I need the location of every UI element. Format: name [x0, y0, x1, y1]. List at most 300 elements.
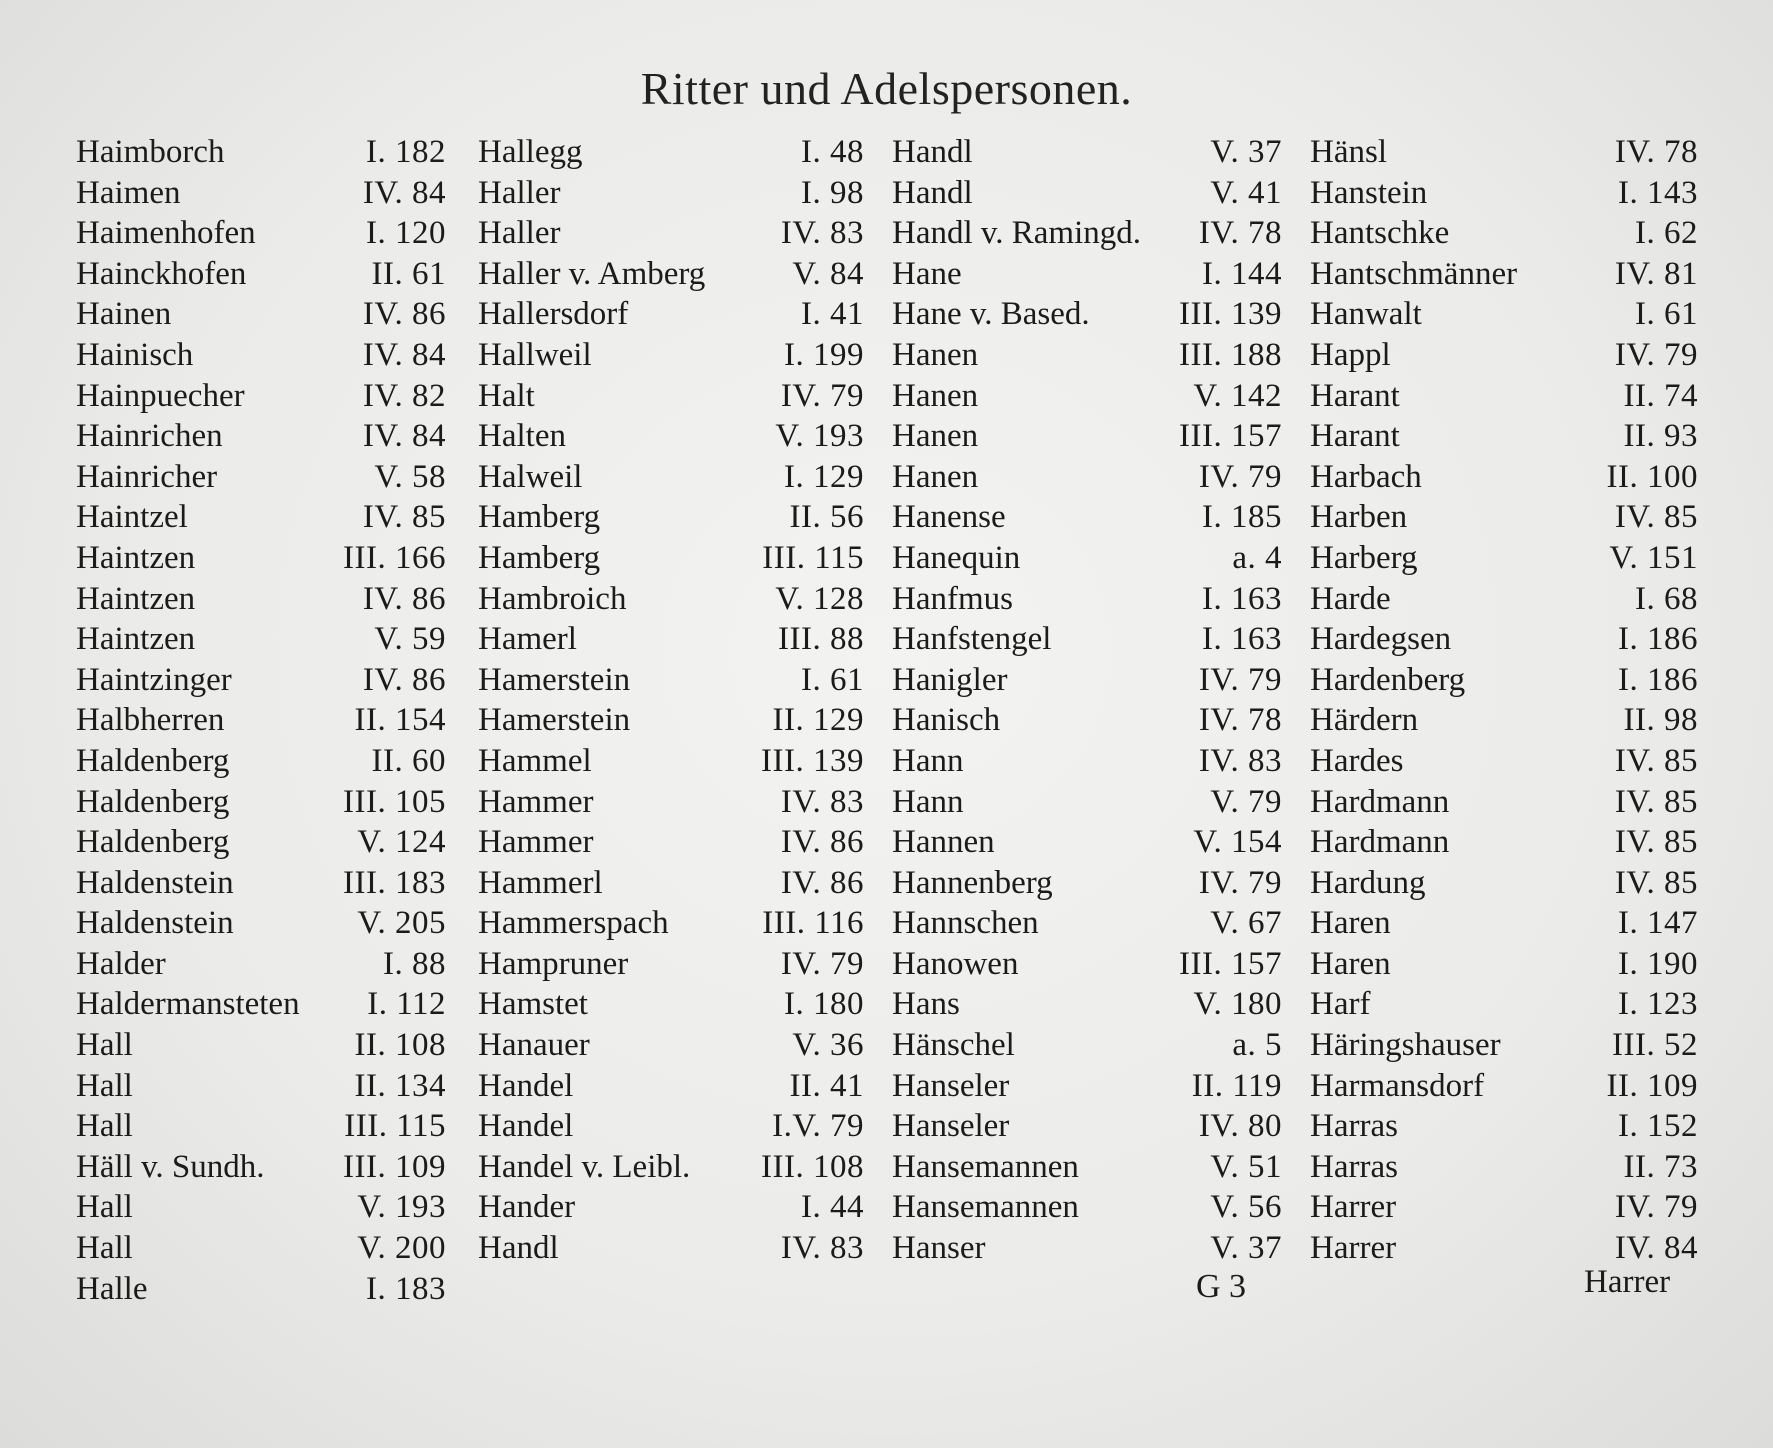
- entry-reference: V. 84: [792, 255, 864, 292]
- entry-name: Hane: [892, 255, 962, 292]
- index-entry: [478, 579, 864, 620]
- entry-reference: III. 183: [343, 864, 446, 901]
- entry-name: Haimenhofen: [76, 215, 256, 252]
- index-entry: [478, 1187, 864, 1228]
- entry-name: Hammer: [478, 824, 594, 861]
- entry-reference: V. 200: [357, 1230, 446, 1267]
- entry-name: Haintzen: [76, 539, 196, 576]
- entry-name: Hainen: [76, 296, 172, 333]
- entry-name: Hanwalt: [1310, 296, 1422, 333]
- index-entry: [76, 579, 446, 620]
- index-entry: [892, 782, 1282, 823]
- index-entry: [1310, 132, 1698, 173]
- entry-name: Hänschel: [892, 1027, 1015, 1064]
- entry-reference: I. 123: [1618, 986, 1698, 1023]
- index-entry: [478, 254, 864, 295]
- index-entry: [76, 457, 446, 498]
- entry-name: Halweil: [478, 458, 583, 495]
- index-entry: [892, 863, 1282, 904]
- entry-name: Hainpuecher: [76, 377, 245, 414]
- index-entry: [1310, 944, 1698, 985]
- entry-name: Häringshauser: [1310, 1027, 1501, 1064]
- entry-name: Hammerl: [478, 864, 603, 901]
- index-entry: [892, 173, 1282, 214]
- entry-name: Happl: [1310, 336, 1391, 373]
- index-entry: [1310, 416, 1698, 457]
- entry-name: Haintzen: [76, 621, 196, 658]
- index-entry: [1310, 579, 1698, 620]
- entry-reference: II. 134: [354, 1067, 446, 1104]
- entry-reference: IV. 84: [1614, 1230, 1698, 1267]
- entry-name: Haller v. Amberg: [478, 255, 706, 292]
- entry-reference: I. 61: [1635, 296, 1698, 333]
- entry-name: Handl: [892, 134, 973, 170]
- index-entry: [76, 416, 446, 457]
- entry-name: Hannschen: [892, 905, 1039, 942]
- index-column-2: [478, 132, 864, 1269]
- index-entry: [76, 538, 446, 579]
- index-entry: [76, 497, 446, 538]
- entry-name: Haldenberg: [76, 742, 230, 779]
- entry-name: Hanense: [892, 499, 1006, 536]
- index-entry: [892, 538, 1282, 579]
- entry-name: Harant: [1310, 418, 1400, 455]
- entry-reference: I. 186: [1618, 621, 1698, 658]
- index-entry: [478, 376, 864, 417]
- index-entry: [1310, 619, 1698, 660]
- entry-reference: III. 166: [343, 539, 446, 576]
- page-title: Ritter und Adelspersonen.: [640, 63, 1133, 114]
- entry-name: Haintzinger: [76, 661, 232, 698]
- entry-reference: I. 41: [801, 296, 864, 333]
- signature-mark: G 3: [1196, 1268, 1247, 1305]
- entry-name: Hanequin: [892, 539, 1021, 576]
- entry-name: Hambroich: [478, 580, 627, 617]
- index-entry: [1310, 1147, 1698, 1188]
- index-entry: [478, 538, 864, 579]
- entry-name: Harbach: [1310, 458, 1422, 495]
- index-entry: [478, 1025, 864, 1066]
- entry-name: Handl: [478, 1230, 559, 1267]
- index-entry: [478, 1106, 864, 1147]
- entry-name: Hänsl: [1310, 134, 1387, 170]
- index-entry: [478, 294, 864, 335]
- entry-name: Haldenstein: [76, 905, 234, 942]
- entry-reference: V. 58: [374, 458, 446, 495]
- index-entry: [892, 660, 1282, 701]
- entry-reference: III. 52: [1612, 1027, 1698, 1064]
- entry-reference: I. 163: [1202, 621, 1282, 658]
- entry-name: Hanen: [892, 336, 979, 373]
- index-entry: [1310, 822, 1698, 863]
- entry-name: Harberg: [1310, 539, 1418, 576]
- entry-reference: IV. 79: [1198, 458, 1282, 495]
- index-entry: [1310, 213, 1698, 254]
- entry-name: Hanser: [892, 1230, 986, 1267]
- index-entry: [76, 173, 446, 214]
- index-entry: [76, 822, 446, 863]
- index-entry: [1310, 376, 1698, 417]
- index-entry: [76, 1187, 446, 1228]
- index-entry: [478, 1228, 864, 1269]
- entry-name: Hainisch: [76, 336, 194, 373]
- entry-reference: IV. 85: [1614, 499, 1698, 536]
- entry-reference: IV. 84: [362, 174, 446, 211]
- entry-name: Hampruner: [478, 945, 629, 982]
- entry-reference: II. 109: [1606, 1067, 1698, 1104]
- entry-reference: I. 120: [366, 215, 446, 252]
- entry-reference: II. 60: [371, 742, 446, 779]
- index-entry: [76, 1025, 446, 1066]
- entry-reference: IV. 81: [1614, 255, 1698, 292]
- index-entry: [892, 984, 1282, 1025]
- index-entry: [1310, 903, 1698, 944]
- entry-reference: IV. 79: [780, 377, 864, 414]
- entry-reference: III. 157: [1179, 418, 1282, 455]
- entry-name: Hamerstein: [478, 661, 631, 698]
- entry-name: Hainricher: [76, 458, 218, 495]
- entry-name: Hanigler: [892, 661, 1008, 698]
- entry-name: Harben: [1310, 499, 1408, 536]
- entry-name: Hanseler: [892, 1108, 1010, 1145]
- entry-name: Hantschke: [1310, 215, 1450, 252]
- entry-name: Hander: [478, 1189, 576, 1226]
- index-entry: [478, 741, 864, 782]
- entry-name: Handel v. Leibl.: [478, 1148, 691, 1185]
- entry-reference: IV. 79: [780, 945, 864, 982]
- entry-reference: IV. 86: [780, 824, 864, 861]
- entry-reference: IV. 83: [780, 1230, 864, 1267]
- entry-name: Harras: [1310, 1148, 1398, 1185]
- entry-reference: IV. 85: [1614, 864, 1698, 901]
- entry-reference: V. 205: [357, 905, 446, 942]
- entry-name: Hanseler: [892, 1067, 1010, 1104]
- entry-name: Hanowen: [892, 945, 1019, 982]
- entry-reference: I. 163: [1202, 580, 1282, 617]
- entry-name: Hallegg: [478, 134, 583, 170]
- entry-reference: I. 185: [1202, 499, 1282, 536]
- entry-name: Hanisch: [892, 702, 1001, 739]
- entry-reference: III. 157: [1179, 945, 1282, 982]
- index-entry: [892, 132, 1282, 173]
- index-entry: [892, 213, 1282, 254]
- entry-name: Halbherren: [76, 702, 225, 739]
- index-entry: [478, 1066, 864, 1107]
- entry-reference: I. 182: [366, 134, 446, 170]
- entry-reference: IV. 79: [1198, 661, 1282, 698]
- entry-name: Hanfmus: [892, 580, 1013, 617]
- entry-reference: I. 144: [1202, 255, 1282, 292]
- entry-name: Handl: [892, 174, 973, 211]
- index-entry: [478, 335, 864, 376]
- index-entry: [478, 416, 864, 457]
- entry-reference: III. 109: [343, 1148, 446, 1185]
- entry-name: Hanauer: [478, 1027, 590, 1064]
- entry-name: Harrer: [1310, 1230, 1397, 1267]
- index-entry: [76, 782, 446, 823]
- entry-reference: I. 143: [1618, 174, 1698, 211]
- entry-name: Härdern: [1310, 702, 1419, 739]
- entry-name: Haldenberg: [76, 783, 230, 820]
- entry-name: Halt: [478, 377, 535, 414]
- entry-reference: I. 88: [383, 945, 446, 982]
- entry-name: Haren: [1310, 945, 1391, 982]
- index-entry: [892, 497, 1282, 538]
- entry-reference: I. 152: [1618, 1108, 1698, 1145]
- entry-reference: II. 74: [1623, 377, 1698, 414]
- index-column-3: [892, 132, 1282, 1269]
- entry-reference: I. 61: [801, 661, 864, 698]
- entry-reference: IV. 86: [362, 580, 446, 617]
- entry-reference: IV. 82: [362, 377, 446, 414]
- entry-name: Haintzen: [76, 580, 196, 617]
- entry-reference: III. 139: [1179, 296, 1282, 333]
- index-entry: [1310, 254, 1698, 295]
- index-entry: [1310, 863, 1698, 904]
- entry-name: Hantschmänner: [1310, 255, 1518, 292]
- entry-name: Hall: [76, 1189, 133, 1226]
- entry-reference: IV. 80: [1198, 1108, 1282, 1145]
- entry-reference: V. 51: [1210, 1148, 1282, 1185]
- index-entry: [76, 984, 446, 1025]
- index-entry: [76, 903, 446, 944]
- entry-name: Hamberg: [478, 539, 601, 576]
- entry-name: Hall: [76, 1108, 133, 1145]
- entry-reference: a. 5: [1232, 1027, 1282, 1064]
- index-entry: [1310, 984, 1698, 1025]
- index-entry: [76, 213, 446, 254]
- index-entry: [892, 457, 1282, 498]
- entry-reference: I. 129: [784, 458, 864, 495]
- entry-reference: IV. 83: [1198, 742, 1282, 779]
- entry-name: Handel: [478, 1108, 574, 1145]
- entry-name: Haren: [1310, 905, 1391, 942]
- entry-reference: IV. 86: [780, 864, 864, 901]
- index-entry: [1310, 741, 1698, 782]
- index-entry: [76, 294, 446, 335]
- entry-name: Harras: [1310, 1108, 1398, 1145]
- index-entry: [76, 1106, 446, 1147]
- entry-reference: V. 37: [1210, 1230, 1282, 1267]
- entry-name: Hane v. Based.: [892, 296, 1090, 333]
- entry-reference: IV. 85: [1614, 824, 1698, 861]
- entry-reference: I. 44: [801, 1189, 864, 1226]
- entry-reference: a. 4: [1232, 539, 1282, 576]
- index-entry: [478, 822, 864, 863]
- entry-reference: I. 147: [1618, 905, 1698, 942]
- entry-reference: I. 199: [784, 336, 864, 373]
- entry-name: Hamberg: [478, 499, 601, 536]
- entry-name: Hanen: [892, 458, 979, 495]
- entry-reference: I. 183: [366, 1270, 446, 1307]
- entry-name: Hardegsen: [1310, 621, 1452, 658]
- index-entry: [76, 700, 446, 741]
- entry-reference: II. 119: [1191, 1067, 1282, 1104]
- entry-reference: IV. 85: [1614, 742, 1698, 779]
- entry-name: Haimen: [76, 174, 181, 211]
- entry-reference: IV. 78: [1198, 702, 1282, 739]
- entry-reference: V. 193: [775, 418, 864, 455]
- entry-reference: III. 108: [761, 1148, 864, 1185]
- entry-name: Haldenberg: [76, 824, 230, 861]
- entry-reference: V. 124: [357, 824, 446, 861]
- entry-name: Haimborch: [76, 134, 225, 170]
- index-entry: [1310, 1025, 1698, 1066]
- entry-reference: I.V. 79: [772, 1108, 864, 1145]
- index-entry: [478, 619, 864, 660]
- entry-name: Hanfstengel: [892, 621, 1052, 658]
- entry-reference: V. 180: [1193, 986, 1282, 1023]
- index-entry: [892, 376, 1282, 417]
- index-entry: [1310, 1066, 1698, 1107]
- entry-name: Hallersdorf: [478, 296, 629, 333]
- entry-reference: I. 112: [367, 986, 446, 1023]
- entry-name: Harant: [1310, 377, 1400, 414]
- entry-reference: III. 88: [778, 621, 864, 658]
- index-entry: [478, 660, 864, 701]
- index-entry: [892, 1147, 1282, 1188]
- index-entry: [478, 457, 864, 498]
- entry-name: Hardmann: [1310, 824, 1450, 861]
- index-entry: [76, 863, 446, 904]
- entry-reference: IV. 78: [1614, 134, 1698, 170]
- entry-name: Hamerl: [478, 621, 577, 658]
- index-entry: [76, 132, 446, 173]
- entry-name: Hardes: [1310, 742, 1404, 779]
- entry-name: Hardenberg: [1310, 661, 1466, 698]
- entry-reference: III. 105: [343, 783, 446, 820]
- index-entry: [478, 984, 864, 1025]
- entry-reference: IV. 84: [362, 336, 446, 373]
- entry-name: Harmansdorf: [1310, 1067, 1485, 1104]
- entry-reference: V. 142: [1193, 377, 1282, 414]
- entry-name: Hammerspach: [478, 905, 669, 942]
- entry-name: Harf: [1310, 986, 1371, 1023]
- entry-name: Haller: [478, 215, 561, 252]
- entry-reference: III. 139: [761, 742, 864, 779]
- entry-name: Hall: [76, 1230, 133, 1267]
- index-entry: [892, 822, 1282, 863]
- entry-name: Hardung: [1310, 864, 1426, 901]
- entry-name: Hannenberg: [892, 864, 1053, 901]
- entry-reference: IV. 79: [1614, 1189, 1698, 1226]
- entry-name: Hannen: [892, 824, 995, 861]
- entry-reference: II. 129: [772, 702, 864, 739]
- entry-name: Hallweil: [478, 336, 592, 373]
- entry-name: Hammer: [478, 783, 594, 820]
- entry-name: Hardmann: [1310, 783, 1450, 820]
- entry-name: Haller: [478, 174, 561, 211]
- entry-reference: IV. 86: [362, 661, 446, 698]
- entry-reference: V. 59: [374, 621, 446, 658]
- index-entry: [892, 1066, 1282, 1107]
- entry-reference: IV. 78: [1198, 215, 1282, 252]
- entry-reference: I. 62: [1635, 215, 1698, 252]
- index-entry: [478, 782, 864, 823]
- index-entry: [892, 903, 1282, 944]
- index-entry: [892, 619, 1282, 660]
- entry-name: Haldermansteten: [76, 986, 300, 1023]
- entry-reference: V. 36: [792, 1027, 864, 1064]
- index-entry: [76, 1066, 446, 1107]
- entry-name: Hansemannen: [892, 1148, 1079, 1185]
- entry-reference: I. 180: [784, 986, 864, 1023]
- entry-reference: IV. 85: [362, 499, 446, 536]
- entry-reference: II. 61: [371, 255, 446, 292]
- index-entry: [76, 619, 446, 660]
- entry-name: Hamstet: [478, 986, 588, 1023]
- entry-name: Haldenstein: [76, 864, 234, 901]
- index-entry: [478, 132, 864, 173]
- index-entry: [76, 376, 446, 417]
- index-entry: [478, 700, 864, 741]
- index-entry: [892, 1187, 1282, 1228]
- index-entry: [1310, 782, 1698, 823]
- index-entry: [892, 416, 1282, 457]
- entry-name: Halle: [76, 1270, 148, 1307]
- index-entry: [892, 1106, 1282, 1147]
- entry-reference: I. 190: [1618, 945, 1698, 982]
- entry-reference: I. 186: [1618, 661, 1698, 698]
- entry-reference: IV. 79: [1614, 336, 1698, 373]
- entry-name: Haintzel: [76, 499, 188, 536]
- index-entry: [892, 294, 1282, 335]
- index-entry: [892, 335, 1282, 376]
- index-entry: [478, 1147, 864, 1188]
- index-entry: [892, 254, 1282, 295]
- index-entry: [892, 1025, 1282, 1066]
- entry-reference: IV. 85: [1614, 783, 1698, 820]
- index-entry: [76, 1147, 446, 1188]
- entry-reference: II. 100: [1606, 458, 1698, 495]
- index-entry: [478, 497, 864, 538]
- entry-name: Hall: [76, 1027, 133, 1064]
- index-entry: [1310, 660, 1698, 701]
- index-column-4: [1310, 132, 1698, 1269]
- index-entry: [1310, 497, 1698, 538]
- index-entry: [1310, 538, 1698, 579]
- entry-name: Hansemannen: [892, 1189, 1079, 1226]
- entry-reference: V. 128: [775, 580, 864, 617]
- index-entry: [1310, 1106, 1698, 1147]
- entry-name: Hammel: [478, 742, 592, 779]
- index-entry: [478, 213, 864, 254]
- entry-name: Hanen: [892, 418, 979, 455]
- index-entry: [76, 660, 446, 701]
- entry-name: Hainrichen: [76, 418, 223, 455]
- entry-reference: V. 193: [357, 1189, 446, 1226]
- entry-reference: V. 154: [1193, 824, 1282, 861]
- index-entry: [478, 173, 864, 214]
- entry-name: Halder: [76, 945, 166, 982]
- entry-reference: II. 56: [789, 499, 864, 536]
- entry-name: Hall: [76, 1067, 133, 1104]
- entry-name: Harde: [1310, 580, 1391, 617]
- entry-reference: V. 37: [1210, 134, 1282, 170]
- index-entry: [1310, 294, 1698, 335]
- entry-reference: IV. 86: [362, 296, 446, 333]
- index-column-1: [76, 132, 446, 1309]
- index-entry: [478, 863, 864, 904]
- index-entry: [892, 944, 1282, 985]
- entry-name: Handel: [478, 1067, 574, 1104]
- entry-reference: V. 56: [1210, 1189, 1282, 1226]
- entry-reference: III. 115: [344, 1108, 446, 1145]
- index-entry: [1310, 700, 1698, 741]
- index-entry: [1310, 1187, 1698, 1228]
- index-entry: [76, 1228, 446, 1269]
- entry-reference: II. 108: [354, 1027, 446, 1064]
